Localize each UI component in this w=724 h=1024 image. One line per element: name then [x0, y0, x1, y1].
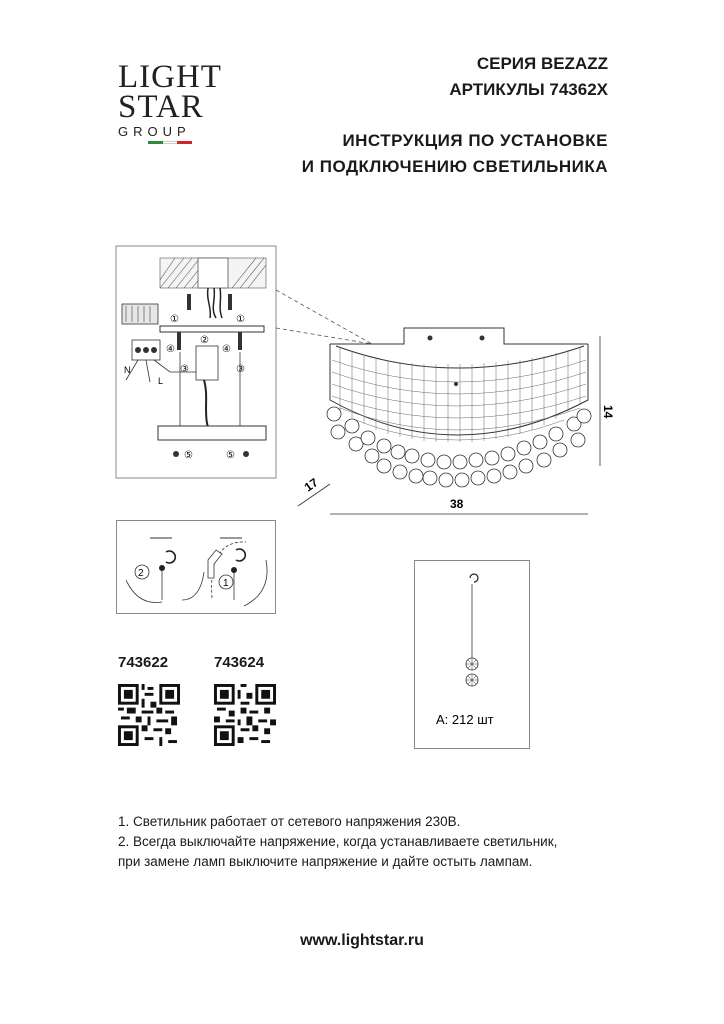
step-1-marker: ① [170, 314, 179, 325]
installation-diagram [0, 230, 724, 530]
lightstar-logo [118, 59, 222, 158]
step-5-marker-right: ⑤ [226, 450, 235, 461]
article-code-2: 743624 [214, 654, 265, 671]
mounting-plate [160, 326, 264, 332]
title-line-2: И ПОДКЛЮЧЕНИЮ СВЕТИЛЬНИКА [301, 157, 608, 176]
step-4-marker: ④ [166, 344, 175, 355]
italian-flag-stripe [148, 141, 192, 144]
articles-label: АРТИКУЛЫ 74362X [449, 80, 608, 99]
step-2-marker: ② [200, 335, 209, 346]
note-line-1: 1. Светильник работает от сетевого напряжения 230В. [118, 814, 461, 829]
logo-line-1: LIGHT [118, 59, 222, 95]
safety-notes [118, 812, 638, 872]
crystal-count: A: 212 шт [436, 712, 494, 727]
width-dimension: 38 [450, 497, 464, 511]
lamp-body [330, 328, 588, 435]
wall-anchors [177, 294, 242, 350]
note-line-3: при замене ламп выключите напряжение и дайте остыть лампам. [118, 854, 533, 869]
crystal-lattice [332, 347, 586, 442]
logo-line-2: STAR [118, 89, 204, 125]
hook-steps-frame [116, 520, 276, 614]
fixture-base [158, 426, 266, 440]
step-3-marker-right: ③ [236, 364, 245, 375]
step-1-marker-right: ① [236, 314, 245, 325]
depth-dimension: 17 [301, 475, 321, 495]
hook-step-1: 1 [223, 578, 229, 589]
title-line-1: ИНСТРУКЦИЯ ПО УСТАНОВКЕ [342, 131, 608, 150]
note-line-2: 2. Всегда выключайте напряжение, когда устанавливаете светильник, [118, 834, 558, 849]
height-dimension: 14 [601, 405, 615, 419]
live-label: L [158, 376, 164, 386]
step-3-marker: ③ [180, 364, 189, 375]
supply-wires [208, 288, 222, 318]
crystal-drops [327, 407, 591, 487]
logo-line-3: GROUP [118, 124, 191, 139]
step-4-marker-right: ④ [222, 344, 231, 355]
neutral-label: N [124, 365, 131, 375]
series-label: СЕРИЯ BEZAZZ [476, 54, 608, 73]
qr-code-743624[interactable] [214, 684, 276, 746]
hook-step-2: 2 [138, 568, 144, 579]
step-5-marker: ⑤ [184, 450, 193, 461]
qr-code-743622[interactable] [118, 684, 180, 746]
crystal-strand-frame [414, 560, 530, 750]
lamp-socket [196, 346, 218, 380]
article-code-1: 743622 [118, 654, 169, 671]
terminal-block [122, 304, 158, 324]
website-link[interactable]: www.lightstar.ru [300, 932, 424, 949]
